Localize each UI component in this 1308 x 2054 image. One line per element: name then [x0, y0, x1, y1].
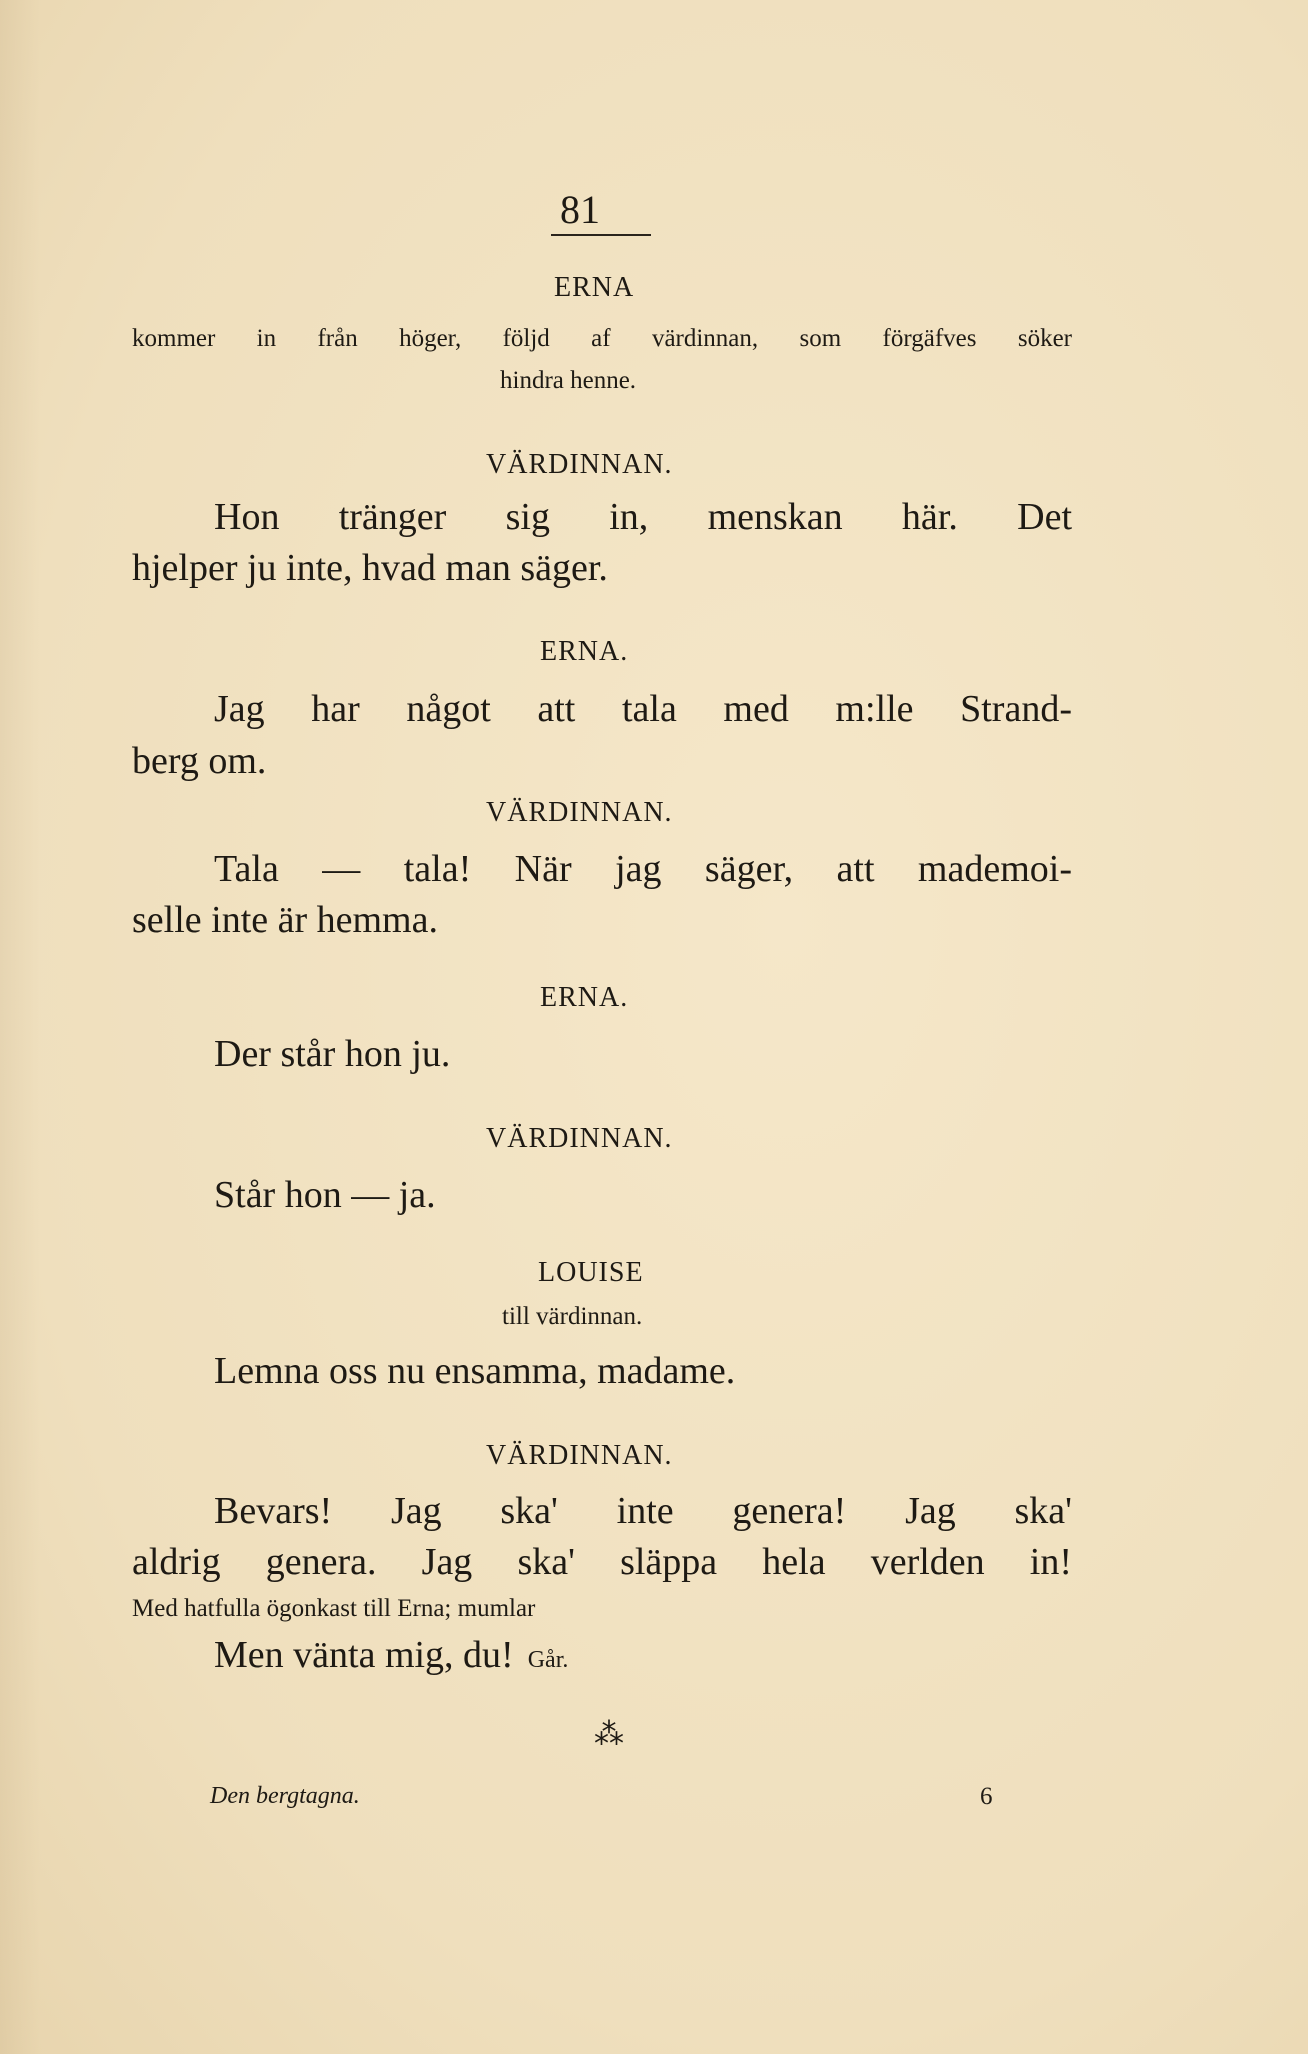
speaker-vardinnan: VÄRDINNAN. — [486, 1440, 673, 1471]
dialogue-line: Tala — tala! När jag säger, att mademoi- — [214, 848, 1072, 890]
dialogue-line: Lemna oss nu ensamma, madame. — [214, 1350, 736, 1392]
dialogue-line: hjelper ju inte, hvad man säger. — [132, 547, 608, 589]
dialogue-line: selle inte är hemma. — [132, 899, 438, 941]
asterism: ⁂ — [594, 1717, 624, 1752]
dialogue-line: aldrig genera. Jag ska' släppa hela verlden in! — [132, 1541, 1072, 1583]
dialogue-line: Der står hon ju. — [214, 1033, 451, 1075]
speaker-vardinnan: VÄRDINNAN. — [486, 449, 673, 480]
stage-direction: Med hatfulla ögonkast till Erna; mumlar — [132, 1595, 536, 1622]
speaker-vardinnan: VÄRDINNAN. — [486, 797, 673, 828]
speaker-louise: LOUISE — [538, 1257, 644, 1288]
stage-direction-line-1: kommer in från höger, följd af värdinnan, som förgäfves söker — [132, 325, 1072, 352]
signature-mark: Den bergtagna. — [210, 1783, 360, 1809]
speaker-erna: ERNA. — [540, 636, 629, 667]
speaker-erna-heading: ERNA — [554, 272, 635, 303]
stage-direction-line-2: hindra henne. — [500, 367, 637, 394]
stage-direction: till värdinnan. — [502, 1303, 643, 1330]
speaker-vardinnan: VÄRDINNAN. — [486, 1123, 673, 1154]
dialogue-line: berg om. — [132, 740, 267, 782]
dialogue-line: Hon tränger sig in, menskan här. Det — [214, 496, 1072, 538]
stage-direction-inline: Går. — [527, 1647, 569, 1673]
dialogue-line: Bevars! Jag ska' inte genera! Jag ska' — [214, 1490, 1072, 1532]
dialogue-line: Jag har något att tala med m:lle Strand- — [214, 688, 1072, 730]
dialogue-text: Men vänta mig, du! — [214, 1634, 514, 1676]
dialogue-line: Står hon — ja. — [214, 1174, 436, 1216]
sheet-number: 6 — [980, 1783, 993, 1810]
page-number-rule — [551, 234, 651, 236]
speaker-erna: ERNA. — [540, 982, 629, 1013]
dialogue-line-final — [214, 1636, 568, 1674]
page-number: 81 — [560, 187, 600, 232]
